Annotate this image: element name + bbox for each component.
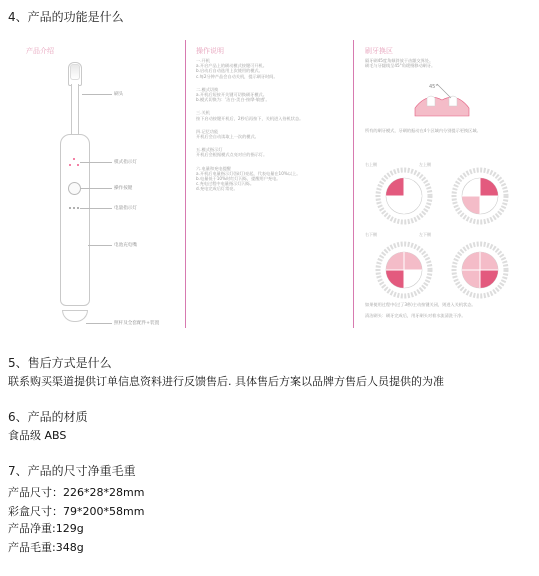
leader-line — [80, 162, 112, 163]
manual-divider-1 — [185, 40, 186, 328]
brush-bristles — [70, 64, 80, 80]
manual-column-title: 操作说明 — [196, 47, 224, 55]
section7-title: 7、产品的尺寸净重毛重 — [8, 464, 136, 478]
zone-intro-text: 隔牙刷45度角倾斜放于齿龈交界处。 刷毛与牙龈线呈45°角缓慢移动刷牙。 — [365, 58, 436, 69]
section6-title: 6、产品的材质 — [8, 410, 88, 424]
callout-mode-indicator: 模式指示灯 — [114, 160, 137, 165]
callout-power-button: 操作按键 — [114, 186, 133, 191]
leader-line — [80, 208, 112, 209]
section4-title: 4、产品的功能是什么 — [8, 10, 124, 24]
gum-45-degree-illustration — [407, 78, 477, 122]
product-manual-image — [18, 34, 523, 334]
callout-brush-head: 刷头 — [114, 92, 124, 97]
quadrant-label: 右上侧 — [365, 162, 377, 167]
after-sales-text: 联系购买渠道提供订单信息资料进行反馈售后. 具体售后方案以品牌方售后人员提供的为准 — [8, 375, 444, 388]
quadrant-diagram-2 — [454, 170, 506, 222]
callout-charging-port: 电池充电嘴 — [114, 243, 137, 248]
quadrant-diagram-4 — [454, 244, 506, 296]
mode-indicator-dot — [73, 158, 75, 160]
spec-box-size: 彩盒尺寸：79*200*58mm — [8, 505, 145, 518]
zone-desc-text: 所有的刷牙模式，牙刷的振动在4个区域内分别提示更换区域。 — [365, 128, 481, 133]
brush-neck — [71, 84, 79, 134]
spec-net-weight: 产品净重:129g — [8, 522, 84, 535]
callout-battery-indicator: 电量指示灯 — [114, 206, 137, 211]
battery-indicator-dot — [73, 207, 75, 209]
leader-line — [80, 188, 112, 189]
battery-indicator-dot — [77, 207, 79, 209]
manual-column-brushing-zones — [357, 40, 523, 328]
quadrant-label: 左上侧 — [419, 162, 431, 167]
manual-column-instructions — [188, 40, 351, 328]
spec-product-size: 产品尺寸：226*28*28mm — [8, 486, 145, 499]
spec-gross-weight: 产品毛重:348g — [8, 541, 84, 554]
svg-text:45°: 45° — [429, 84, 438, 90]
leader-line — [82, 94, 112, 95]
manual-column-title: 刷牙换区 — [365, 47, 393, 55]
material-text: 食品级 ABS — [8, 429, 67, 442]
quadrant-diagram-3 — [378, 244, 430, 296]
leader-line — [86, 323, 112, 324]
brush-handle — [60, 134, 90, 306]
charging-base — [62, 310, 88, 322]
instructions-text: 一.开机 a.开启产品上的刷动模式按键可开机。 b.启动后自动选用上次使用的模式。 c.每2分钟产品会自动关机，提示刷牙时间。 二.模式切换 a.开机后短按开关键可切换刷牙模式。 b.模式切换为：'洁白-美白-按摩-敏感'。 三.关机 按下启动按键开机后，2秒后再按下，关机进入待机状态。 四.记忆功能 开机后会自动读取上一次的模式。 五.模式指示灯 开机后会根据模式点亮对应的指示灯。 六.电量和充电提醒 a.开机后电量指示灯(绿灯)亮起，代表电量在10%以上。 b.电量低于10%时红灯闪烁，提醒用户充电。 c.充电过程中电量指示灯闪烁。 d.充电完成后灯常亮。 — [196, 58, 304, 192]
zone-footer-text: 如果使用过程中(过了3秒)主动按键关闭，则进入关机状态。 清洁刷头：刷牙完成后，用牙刷头对着水流清洗干净。 — [365, 302, 476, 319]
quadrant-label: 左下侧 — [419, 232, 431, 237]
leader-line — [88, 245, 112, 246]
manual-column-title: 产品介绍 — [26, 47, 54, 55]
quadrant-diagram-1 — [378, 170, 430, 222]
mode-indicator-dot — [69, 164, 71, 166]
manual-divider-2 — [353, 40, 354, 328]
callout-base: 照杆及全套配件+装置 — [114, 321, 160, 326]
manual-column-product-intro — [18, 40, 183, 328]
mode-indicator-dot — [77, 164, 79, 166]
quadrant-diagrams — [367, 158, 517, 308]
section5-title: 5、售后方式是什么 — [8, 356, 112, 370]
quadrant-label: 右下侧 — [365, 232, 377, 237]
battery-indicator-dot — [69, 207, 71, 209]
